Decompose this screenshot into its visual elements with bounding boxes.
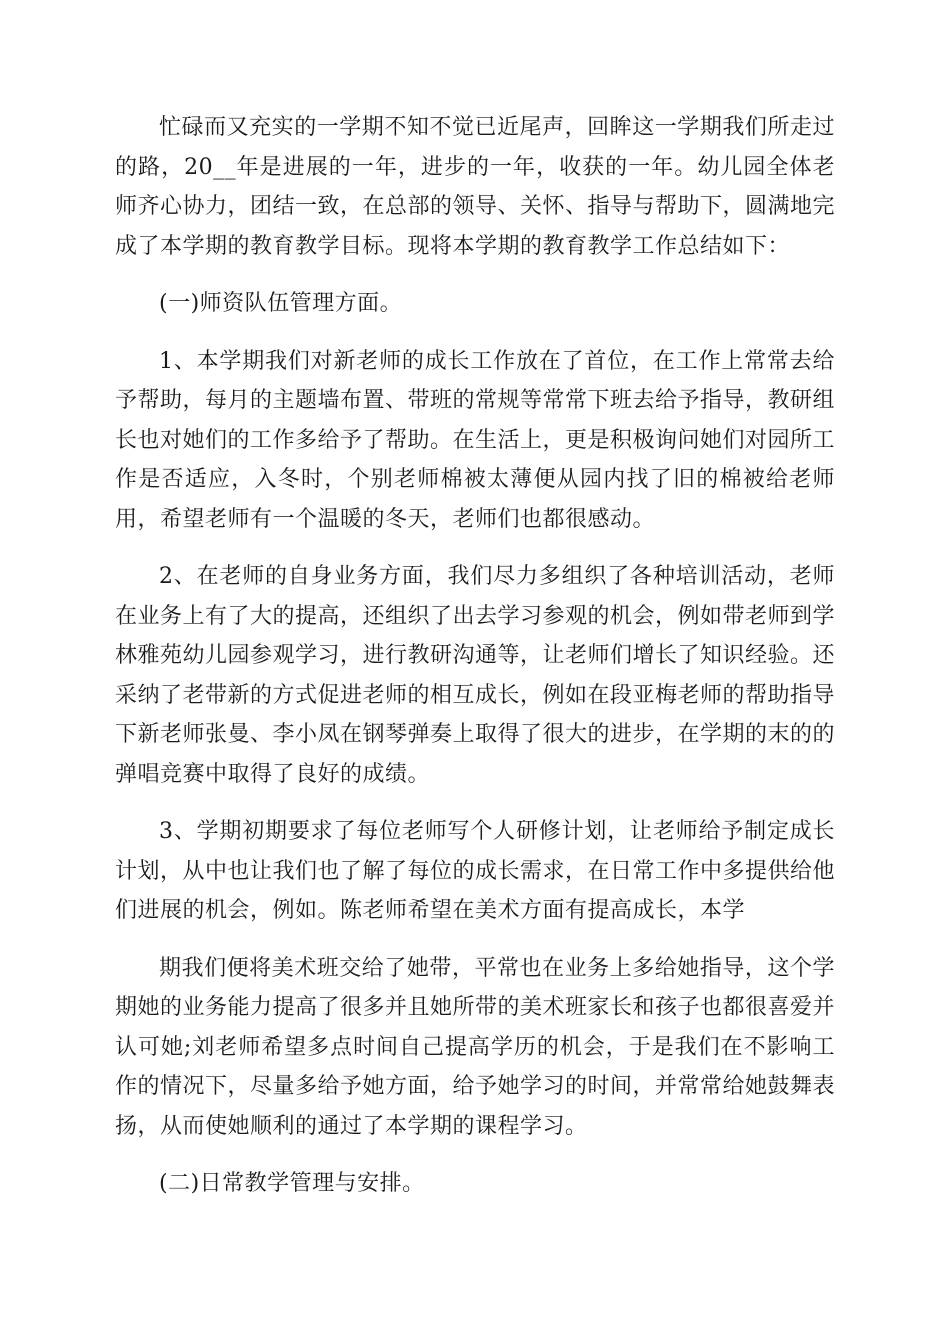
paragraph-item-3: 3、学期初期要求了每位老师写个人研修计划，让老师给予制定成长计划，从中也让我们也了解了每位的成长需求，在日常工作中多提供给他们进展的机会，例如。陈老师希望在美术方面有提高成长，本学: [115, 819, 836, 923]
paragraph-item-2: 2、在老师的自身业务方面，我们尽力多组织了各种培训活动，老师在业务上有了大的提高，还组织了出去学习参观的机会，例如带老师到学林雅苑幼儿园参观学习，进行教研沟通等，让老师们增长了知识经验。还采纳了老带新的方式促进老师的相互成长，例如在段亚梅老师的帮助指导下新老师张曼、李小凤在钢琴弹奏上取得了很大的进步，在学期的末的的弹唱竞赛中取得了良好的成绩。: [115, 564, 836, 787]
paragraph-item-3-continued: 期我们便将美术班交给了她带，平常也在业务上多给她指导，这个学期她的业务能力提高了很多并且她所带的美术班家长和孩子也都很喜爱并认可她;刘老师希望多点时间自己提高学历的机会，于是我们在不影响工作的情况下，尽量多给予她方面，给予她学习的时间，并常常给她鼓舞表扬，从而使她顺利的通过了本学期的课程学习。: [115, 955, 836, 1139]
paragraph-item-1: 1、本学期我们对新老师的成长工作放在了首位，在工作上常常去给予帮助，每月的主题墙布置、带班的常规等常常下班去给予指导，教研组长也对她们的工作多给予了帮助。在生活上，更是积极询问她们对园所工作是否适应，入冬时，个别老师棉被太薄便从园内找了旧的棉被给老师用，希望老师有一个温暖的冬天，老师们也都很感动。: [115, 348, 836, 532]
document-body: [115, 108, 835, 1222]
section-heading-teachers: (一)师资队伍管理方面。: [159, 291, 403, 316]
intro-paragraph: 忙碌而又充实的一学期不知不觉已近尾声，回眸这一学期我们所走过的路，20__年是进展的一年，进步的一年，收获的一年。幼儿园全体老师齐心协力，团结一致，在总部的领导、关怀、指导与帮助下，圆满地完成了本学期的教育教学目标。现将本学期的教育教学工作总结如下：: [115, 115, 836, 259]
section-heading-teaching: (二)日常教学管理与安排。: [159, 1171, 425, 1196]
